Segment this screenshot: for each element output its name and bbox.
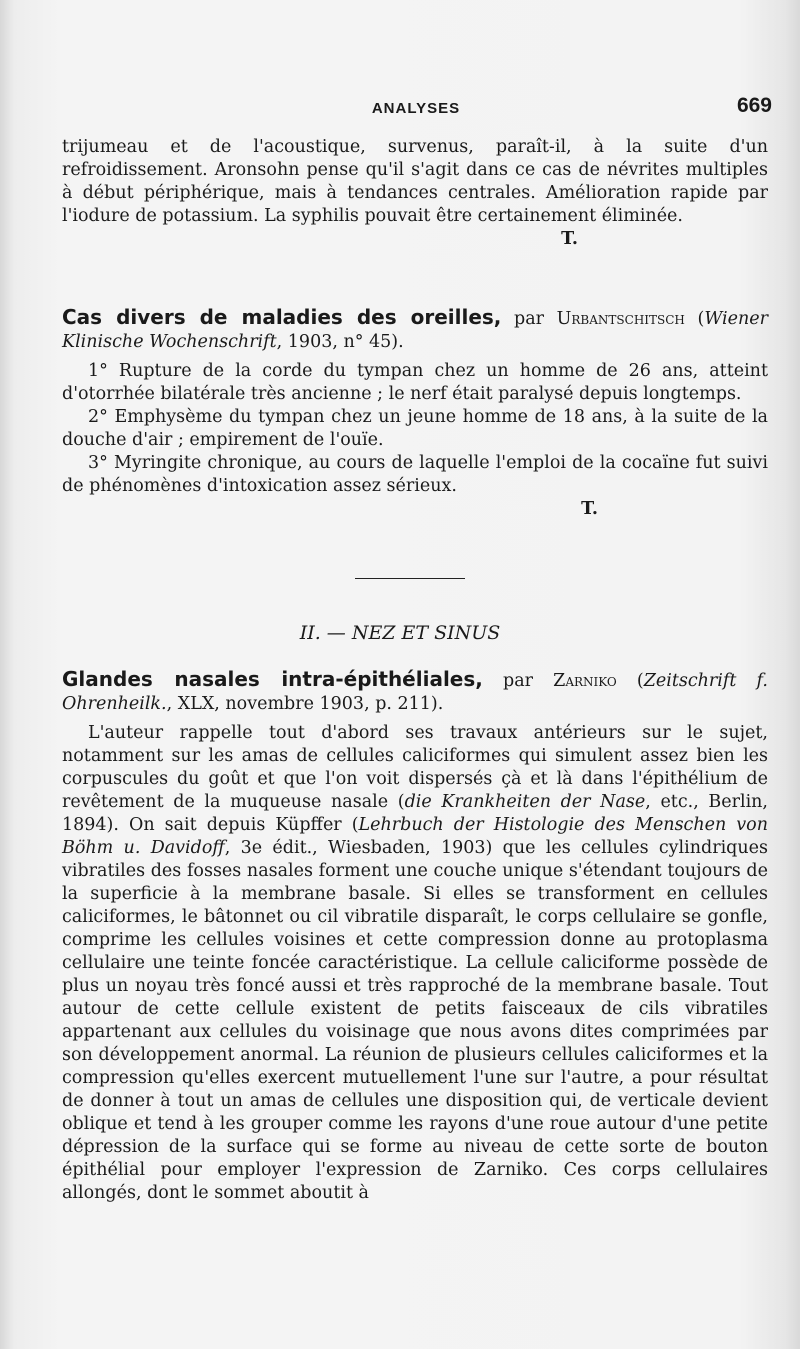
section-divider	[355, 578, 465, 579]
page-number: 669	[736, 94, 772, 117]
article-author: Urbantschitsch	[556, 309, 685, 329]
list-item: 3° Myringite chronique, au cours de laquelle l'emploi de la cocaïne fut suivi de phénomènes d'intoxication assez sérieux.	[62, 453, 768, 496]
article-by: par	[514, 309, 545, 329]
source-details: , XLX, novembre 1903, p. 211).	[166, 694, 444, 714]
article-urbantschitsch	[62, 306, 768, 521]
article-heading	[62, 306, 768, 354]
article-title: Cas divers de maladies des oreilles,	[62, 305, 502, 329]
body-text: L'auteur rappelle tout d'abord ses travaux antérieurs sur le sujet, notamment sur les amas de cellules caliciformes qui simulent assez bien les corpuscules du goût et que l'on voit dispersés çà et là dans l'épithélium de revêtement de la muqueuse nasale (	[62, 723, 768, 812]
article-zarniko	[62, 668, 768, 1205]
body-text: , etc., Berlin, 1894). On sait depuis Küpffer (	[62, 792, 768, 835]
source-journal: Zeitschrift f. Ohrenheilk.	[62, 671, 768, 714]
body-citation: die Krankheiten der Nase	[404, 792, 646, 812]
body-text: , 3e édit., Wiesbaden, 1903) que les cellules cylindriques vibratiles des fosses nasales forment une couche unique s'étendant toujours de la superficie à la membrane basale. Si elles se transforment en cellules caliciformes, le bâtonnet ou cil vibratile disparaît, le corps cellulaire se gonfle, comprime les cellules voisines et cette compression donne au protoplasma cellulaire une teinte foncée caractéristique. La cellule caliciforme possède de plus un noyau très foncé aussi et très rapproché de la membrane basale. Tout autour de cette cellule existent de petits faisceaux de cils vibratiles appartenant aux cellules du voisinage que nous avons dites comprimées par son développement anormal. La réunion de plusieurs cellules caliciformes et la compression qu'elles exercent mutuellement l'une sur l'autre, a pour résultat de donner à tout un amas de cellules une disposition qui, de verticale devient oblique et tend à les grouper comme les rayons d'une roue autour d'une petite dépression de la surface qui se forme au niveau de cette sorte de bouton épithélial pour employer l'expression de Zarniko. Ces corps cellulaires allongés, dont le sommet aboutit à	[62, 838, 768, 1203]
page-header	[60, 94, 772, 124]
list-item: 2° Emphysème du tympan chez un jeune homme de 18 ans, à la suite de la douche d'air ; empirement de l'ouïe.	[62, 407, 768, 450]
paragraph-text: trijumeau et de l'acoustique, survenus, paraît-il, à la suite d'un refroidissement. Aronsohn pense qu'il s'agit dans ce cas de névrites multiples à début périphérique, mais à tendances centrales. Amélioration rapide par l'iodure de potassium. La syphilis pouvait être certainement éliminée.	[62, 137, 768, 226]
source-open: (	[697, 309, 705, 329]
running-title: ANALYSES	[371, 100, 461, 117]
article-by: par	[503, 671, 534, 691]
body-citation: Lehrbuch der Histologie des Menschen von Böhm u. Davidoff	[62, 815, 768, 858]
article-heading	[62, 668, 768, 716]
article-author: Zarniko	[553, 671, 617, 691]
section-heading: II. — NEZ ET SINUS	[299, 622, 501, 644]
article-title: Glandes nasales intra-épithéliales,	[62, 667, 483, 691]
signature: T.	[581, 499, 598, 519]
source-details: , 1903, n° 45).	[276, 332, 404, 352]
signature: T.	[561, 229, 578, 249]
continued-paragraph	[62, 136, 768, 251]
source-open: (	[636, 671, 644, 691]
list-item: 1° Rupture de la corde du tympan chez un homme de 26 ans, atteint d'otorrhée bilatérale très ancienne ; le nerf était paralysé depuis longtemps.	[62, 361, 768, 404]
article-body	[62, 722, 768, 1205]
source-journal: Wiener Klinische Wochenschrift	[62, 309, 768, 352]
